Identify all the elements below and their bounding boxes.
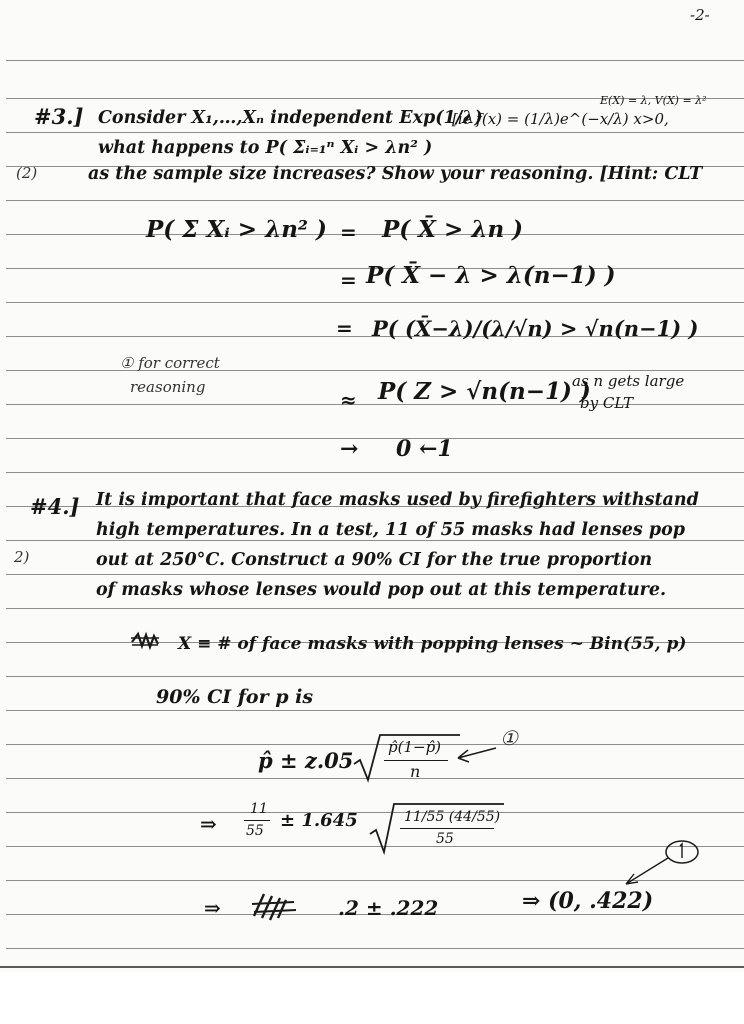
ruled-line: [6, 234, 744, 235]
q4-result-arrow: ⇒: [204, 896, 221, 920]
q4-formula-num: p̂(1−p̂): [388, 738, 442, 756]
q3-grader-note-1: ① for correct: [120, 354, 220, 372]
q3-statement-line2: what happens to P( Σᵢ₌₁ⁿ Xᵢ > λn² ): [98, 138, 433, 158]
q3-statement-line1: Consider X₁,…,Xₙ independent Exp(1/λ): [98, 108, 483, 128]
q4-result: .2 ± .222: [338, 896, 439, 920]
ruled-line: [6, 200, 744, 201]
ruled-line: [6, 676, 744, 677]
q3-step2-op: =: [340, 268, 357, 292]
q4-final-interval: ⇒ (0, .422): [522, 888, 654, 914]
q3-step1-lhs: P( Σ Xᵢ > λn² ): [146, 216, 327, 243]
q4-statement-line4: of masks whose lenses would pop out at this temperature.: [96, 580, 667, 600]
q4-ci-intro: 90% CI for p is: [156, 686, 314, 708]
q3-step3-rhs: P( (X̄−λ)/(λ/√n) > √n(n−1) ): [372, 316, 699, 341]
ruled-line: [6, 438, 744, 439]
ruled-line: [6, 710, 744, 711]
q4-statement-line1: It is important that face masks used by firefighters withstand: [96, 490, 699, 510]
ruled-line: [6, 404, 744, 405]
q3-density-hint: [ie f(x) = (1/λ)e^(−x/λ) x>0,: [452, 110, 669, 128]
ruled-line: [6, 370, 744, 371]
q3-step4-rhs: P( Z > √n(n−1) ): [378, 378, 591, 405]
q3-step3-op: =: [336, 316, 353, 340]
scribble-mark: [130, 632, 160, 652]
ruled-line: [6, 302, 744, 303]
grader-circle-mark: [612, 838, 702, 888]
scribble-crossout: [250, 892, 306, 922]
ruled-line: [6, 608, 744, 609]
page-number: -2-: [690, 6, 710, 24]
q3-clt-note-2: by CLT: [580, 394, 634, 412]
q4-grader-mark: ①: [500, 726, 518, 750]
q4-statement-line2: high temperatures. In a test, 11 of 55 masks had lenses pop: [96, 520, 685, 540]
q4-sub-frac-den: 55: [246, 823, 264, 839]
q3-step5-rhs: 0 ←1: [396, 436, 453, 462]
q3-step2-rhs: P( X̄ − λ > λ(n−1) ): [366, 262, 616, 289]
q3-points: (2): [16, 164, 38, 182]
q3-step5-op: →: [340, 436, 359, 462]
q4-formula-fraction-bar: [384, 760, 448, 761]
ruled-line: [6, 574, 744, 575]
q3-grader-note-2: reasoning: [130, 378, 206, 396]
q4-statement-line3: out at 250°C. Construct a 90% CI for the true proportion: [96, 550, 653, 570]
q3-step1-op: =: [340, 220, 357, 244]
ruled-line: [6, 60, 744, 61]
q4-sub-root-den: 55: [436, 831, 454, 847]
ruled-line: [6, 472, 744, 473]
q3-label: #3.]: [34, 104, 84, 129]
q4-model: X ≡ # of face masks with popping lenses ~ Bin(55, p): [178, 634, 687, 654]
q3-step4-op: ≈: [340, 388, 357, 412]
q4-points: 2): [14, 548, 30, 566]
q3-step1-rhs: P( X̄ > λn ): [382, 216, 524, 243]
ruled-line: [6, 540, 744, 541]
q3-statement-line3: as the sample size increases? Show your reasoning. [Hint: CLT: [88, 164, 703, 184]
q4-sub-frac-num: 11: [250, 801, 268, 817]
ruled-line: [6, 948, 744, 949]
q4-formula-den: n: [410, 762, 421, 781]
q4-formula-lead: p̂ ± z.05: [258, 748, 354, 773]
q4-label: #4.]: [30, 494, 80, 519]
q4-sub-arrow: ⇒: [200, 812, 217, 836]
page-bottom-edge: [0, 966, 744, 968]
q3-moments: E(X) = λ, V(X) = λ²: [600, 94, 707, 107]
q4-sub-pm: ± 1.645: [280, 810, 358, 831]
q3-clt-note-1: as n gets large: [572, 372, 685, 390]
ruled-line: [6, 132, 744, 133]
q4-sub-frac-bar: [244, 820, 270, 821]
q4-sub-root-num: 11/55 (44/55): [404, 809, 501, 825]
q4-sub-root-bar: [400, 828, 494, 829]
